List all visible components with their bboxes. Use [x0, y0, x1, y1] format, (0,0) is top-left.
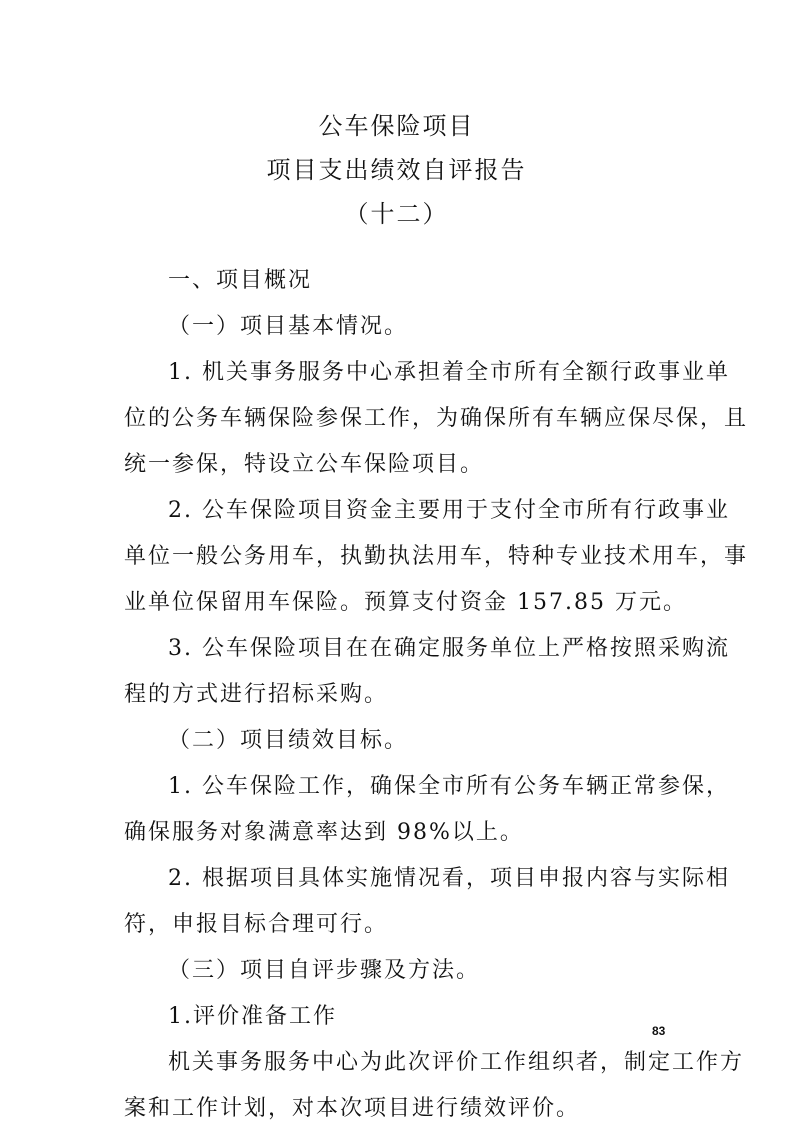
paragraph-2-line-2: 单位一般公务用车，执勤执法用车，特种专业技术用车，事	[124, 544, 749, 569]
paragraph-3-line-2: 程的方式进行招标采购。	[124, 682, 389, 707]
paragraph-5-line-1: 2. 根据项目具体实施情况看，项目申报内容与实际相	[168, 866, 730, 891]
paragraph-7-line-2: 案和工作计划，对本次项目进行绩效评价。	[124, 1096, 581, 1121]
page-number: 83	[652, 1024, 666, 1038]
subsection-heading-3: （三）项目自评步骤及方法。	[168, 958, 481, 983]
paragraph-6-heading: 1.评价准备工作	[168, 1004, 337, 1029]
title-line-1: 公车保险项目	[318, 112, 475, 140]
paragraph-1-line-1: 1. 机关事务服务中心承担着全市所有全额行政事业单	[168, 360, 730, 385]
paragraph-5-line-2: 符，申报目标合理可行。	[124, 912, 389, 937]
paragraph-3-line-1: 3. 公车保险项目在在确定服务单位上严格按照采购流	[168, 636, 730, 661]
paragraph-7-line-1: 机关事务服务中心为此次评价工作组织者，制定工作方	[168, 1050, 745, 1075]
paragraph-2-line-3: 业单位保留用车保险。预算支付资金 157.85 万元。	[124, 590, 687, 615]
paragraph-2-line-1: 2. 公车保险项目资金主要用于支付全市所有行政事业	[168, 498, 730, 523]
paragraph-4-line-1: 1. 公车保险工作，确保全市所有公务车辆正常参保，	[168, 774, 730, 799]
title-line-3: （十二）	[344, 200, 449, 228]
paragraph-1-line-2: 位的公务车辆保险参保工作，为确保所有车辆应保尽保，且	[124, 406, 749, 431]
title-line-2: 项目支出绩效自评报告	[266, 156, 527, 184]
paragraph-1-line-3: 统一参保，特设立公车保险项目。	[124, 452, 485, 477]
paragraph-4-line-2: 确保服务对象满意率达到 98%以上。	[124, 820, 524, 845]
section-heading: 一、项目概况	[168, 268, 313, 293]
subsection-heading-2: （二）项目绩效目标。	[168, 728, 409, 753]
subsection-heading-1: （一）项目基本情况。	[168, 314, 409, 339]
